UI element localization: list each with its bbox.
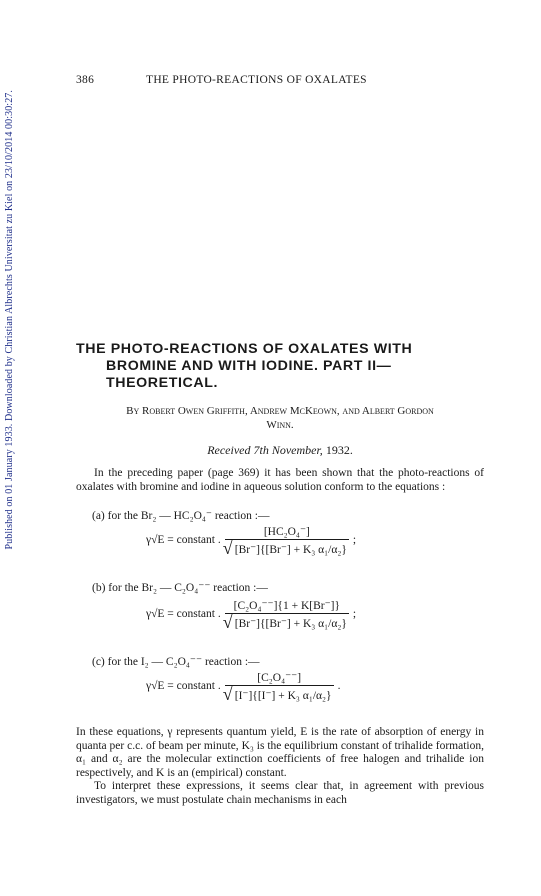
title-line-2: BROMINE AND WITH IODINE. PART II— — [106, 358, 392, 374]
equation-b-numerator: [C₂O₄⁻⁻]{1 + K[Br⁻]} — [233, 600, 340, 612]
equation-c — [146, 670, 340, 702]
item-c: (c) for the I₂ — C₂O₄⁻⁻ reaction :— — [92, 656, 260, 668]
equation-b-denominator: √ [Br⁻]{[Br⁻] + K₃ α₁/α₂} — [225, 613, 349, 630]
equation-a-semicolon: ; — [352, 534, 357, 546]
received-text: Received 7th November, — [207, 443, 323, 457]
equation-c-fraction — [225, 670, 334, 702]
article-title — [76, 341, 484, 392]
explanation-paragraph-1: In these equations, γ represents quantum yield, E is the rate of absorption of energy in quanta per c.c. of beam per minute, K₃ is the equilibrium constant of trihalide formation, α₁ and α₂ are the molecular extinction coefficients of free halogen and trihalide ion respectively, and K is an (empirical) constant. — [76, 726, 484, 779]
authors-line-1: By Robert Owen Griffith, Andrew McKeown, and Albert Gordon — [126, 405, 434, 417]
running-title: THE PHOTO-REACTIONS OF OXALATES — [146, 74, 367, 86]
item-a: (a) for the Br₂ — HC₂O₄⁻ reaction :— — [92, 510, 270, 522]
page-number: 386 — [76, 74, 95, 86]
download-notice — [1, 60, 17, 580]
author-list — [76, 404, 484, 432]
authors-line-2: Winn. — [266, 419, 294, 431]
equation-a-fraction — [225, 524, 349, 556]
intro-paragraph: In the preceding paper (page 369) it has been shown that the photo-reactions of oxalates with bromine and iodine in aqueous solution conform to the equations : — [76, 467, 484, 493]
equation-b — [146, 598, 356, 630]
explanation-paragraph-2: To interpret these expressions, it seems clear that, in agreement with previous investigators, we must postulate chain mechanisms in each — [76, 780, 484, 806]
received-year: 1932. — [325, 443, 353, 457]
received-date — [76, 443, 484, 458]
equation-b-lhs: γ√E = constant . — [146, 608, 221, 620]
equation-a — [146, 524, 356, 556]
title-line-1: THE PHOTO-REACTIONS OF OXALATES WITH — [76, 341, 413, 357]
item-b: (b) for the Br₂ — C₂O₄⁻⁻ reaction :— — [92, 582, 268, 594]
equation-c-numerator: [C₂O₄⁻⁻] — [257, 672, 302, 684]
equation-a-lhs: γ√E = constant . — [146, 534, 221, 546]
title-line-3: THEORETICAL. — [106, 375, 219, 391]
equation-c-denominator: √ [I⁻]{[I⁻] + K₃ α₁/α₂} — [225, 685, 334, 702]
equation-a-numerator: [HC₂O₄⁻] — [263, 526, 310, 538]
equation-a-denominator: √ [Br⁻]{[Br⁻] + K₃ α₁/α₂} — [225, 539, 349, 556]
explanation — [76, 726, 484, 808]
equation-c-period: . — [337, 680, 341, 692]
download-notice-text: Published on 01 January 1933. Downloaded by Christian Albrechts Universitat zu Kiel on 23/10/2014 00:30:27. — [3, 90, 15, 550]
equation-b-fraction — [225, 598, 349, 630]
equation-c-lhs: γ√E = constant . — [146, 680, 221, 692]
equation-b-semicolon: ; — [352, 608, 357, 620]
